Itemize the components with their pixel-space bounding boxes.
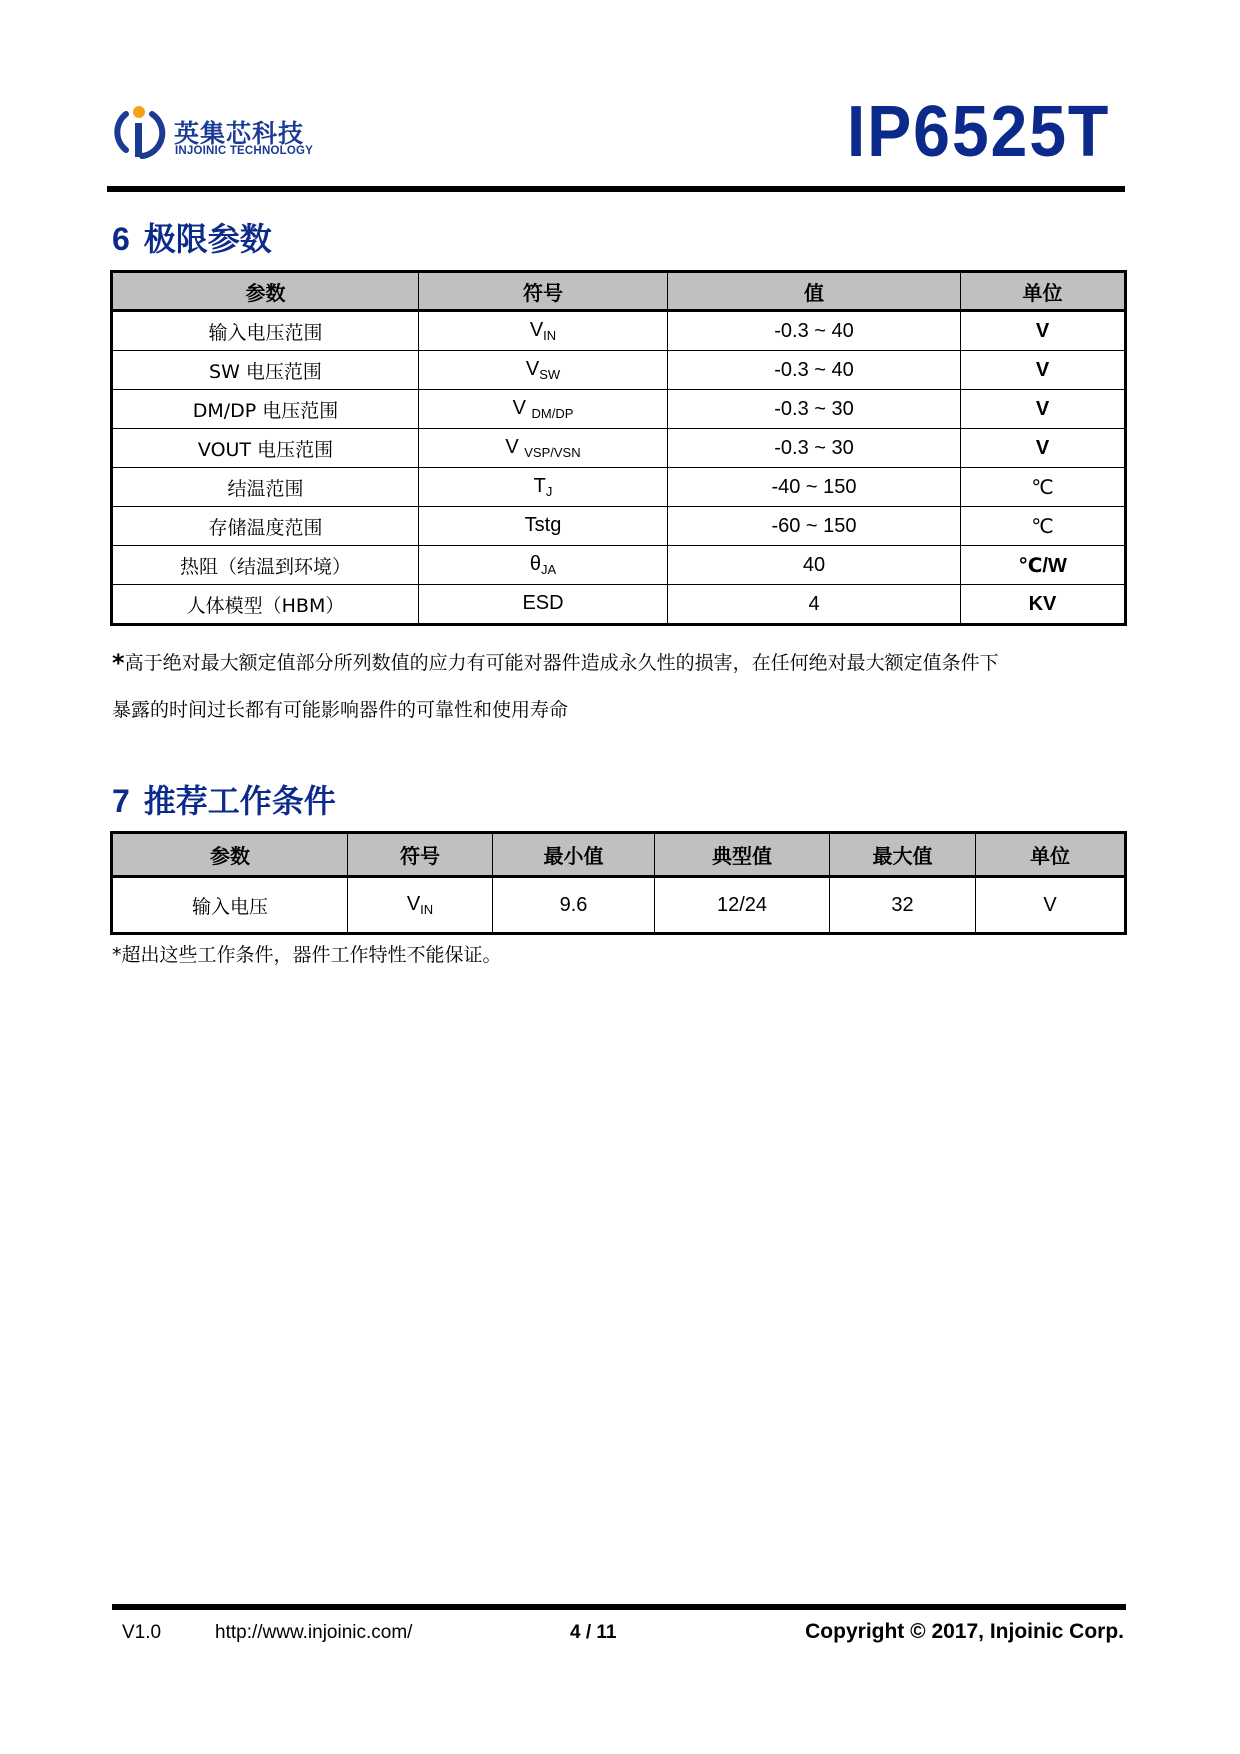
column-header: 符号	[419, 272, 668, 311]
column-header: 值	[668, 272, 961, 311]
param-cell: DM/DP 电压范围	[112, 390, 419, 429]
param-cell: VOUT 电压范围	[112, 429, 419, 468]
symbol-subscript: J	[545, 484, 553, 499]
symbol: V	[505, 436, 525, 458]
max-cell: 32	[830, 877, 976, 934]
doc-version: V1.0	[122, 1622, 162, 1643]
param-cell: 输入电压	[112, 877, 348, 934]
symbol: θ	[529, 553, 541, 575]
symbol-cell	[419, 311, 668, 351]
param-cell: 热阻（结温到环境）	[112, 546, 419, 585]
section-6-heading	[112, 214, 272, 260]
symbol: V	[525, 358, 540, 380]
company-logo	[112, 104, 332, 160]
symbol-cell	[419, 429, 668, 468]
page-number: 4 / 11	[570, 1622, 617, 1643]
header-divider	[107, 186, 1125, 192]
min-cell: 9.6	[493, 877, 655, 934]
company-name-cn: 英集芯科技	[174, 119, 305, 148]
value-cell: 4	[668, 585, 961, 625]
symbol: Tstg	[524, 514, 562, 536]
column-header: 参数	[112, 272, 419, 311]
symbol-subscript: VSP/VSN	[524, 445, 581, 460]
absolute-max-note-line2: 暴露的时间过长都有可能影响器件的可靠性和使用寿命	[112, 699, 569, 721]
column-header: 最大值	[830, 833, 976, 877]
absolute-max-note-line1	[112, 648, 999, 677]
symbol-subscript: IN	[420, 902, 434, 917]
symbol: V	[406, 893, 421, 915]
column-header: 典型值	[655, 833, 830, 877]
table-row	[112, 507, 1126, 546]
symbol-subscript: SW	[539, 367, 561, 382]
note-text: 高于绝对最大额定值部分所列数值的应力有可能对器件造成永久性的损害，在任何绝对最大额定值条件下	[124, 652, 999, 674]
symbol: V	[529, 319, 544, 341]
symbol: T	[533, 475, 546, 497]
table-header-row	[112, 272, 1126, 311]
column-header: 单位	[961, 272, 1126, 311]
unit-cell: V	[961, 429, 1126, 468]
symbol-subscript: IN	[543, 328, 557, 343]
table-row	[112, 390, 1126, 429]
unit-cell: V	[961, 311, 1126, 351]
param-cell: 存储温度范围	[112, 507, 419, 546]
typ-cell: 12/24	[655, 877, 830, 934]
unit-cell: ℃	[961, 507, 1126, 546]
symbol-cell	[419, 351, 668, 390]
param-cell: SW 电压范围	[112, 351, 419, 390]
symbol-subscript: JA	[540, 562, 557, 577]
table-header-row	[112, 833, 1126, 877]
unit-cell: ℃/W	[961, 546, 1126, 585]
company-url-link[interactable]: http://www.injoinic.com/	[215, 1622, 413, 1643]
symbol-cell	[419, 507, 668, 546]
absolute-max-ratings-table	[110, 270, 1127, 626]
value-cell: -0.3 ~ 40	[668, 311, 961, 351]
value-cell: -60 ~ 150	[668, 507, 961, 546]
symbol-subscript: DM/DP	[531, 406, 574, 421]
param-cell: 输入电压范围	[112, 311, 419, 351]
unit-cell: KV	[961, 585, 1126, 625]
column-header: 单位	[976, 833, 1126, 877]
table-row	[112, 585, 1126, 625]
symbol-cell	[419, 546, 668, 585]
table-row	[112, 429, 1126, 468]
value-cell: -0.3 ~ 40	[668, 351, 961, 390]
value-cell: -40 ~ 150	[668, 468, 961, 507]
symbol: V	[512, 397, 532, 419]
symbol-cell	[419, 585, 668, 625]
table-row	[112, 311, 1126, 351]
symbol-cell	[419, 390, 668, 429]
table-row	[112, 877, 1126, 934]
footer-divider	[112, 1604, 1126, 1610]
copyright: Copyright © 2017, Injoinic Corp.	[805, 1620, 1124, 1643]
table-row	[112, 468, 1126, 507]
param-cell: 人体模型（HBM）	[112, 585, 419, 625]
note-asterisk: *	[112, 649, 125, 677]
column-header: 符号	[348, 833, 493, 877]
recommended-operating-conditions-table	[110, 831, 1127, 935]
section-title: 极限参数	[143, 220, 272, 258]
operating-conditions-note: *超出这些工作条件，器件工作特性不能保证。	[112, 944, 502, 966]
injoinic-logo-icon	[112, 104, 168, 160]
part-number: IP6525T	[846, 92, 1110, 172]
value-cell: 40	[668, 546, 961, 585]
section-number: 6	[112, 221, 130, 257]
symbol-cell	[348, 877, 493, 934]
unit-cell: V	[961, 390, 1126, 429]
param-cell: 结温范围	[112, 468, 419, 507]
table-row	[112, 546, 1126, 585]
symbol-cell	[419, 468, 668, 507]
unit-cell: V	[961, 351, 1126, 390]
unit-cell: V	[976, 877, 1126, 934]
column-header: 参数	[112, 833, 348, 877]
table-row	[112, 351, 1126, 390]
section-number: 7	[112, 783, 130, 819]
company-name-en: INJOINIC TECHNOLOGY	[175, 145, 313, 157]
section-title: 推荐工作条件	[143, 782, 336, 820]
section-7-heading	[112, 776, 336, 822]
value-cell: -0.3 ~ 30	[668, 390, 961, 429]
symbol: ESD	[522, 592, 564, 614]
unit-cell: ℃	[961, 468, 1126, 507]
value-cell: -0.3 ~ 30	[668, 429, 961, 468]
column-header: 最小值	[493, 833, 655, 877]
